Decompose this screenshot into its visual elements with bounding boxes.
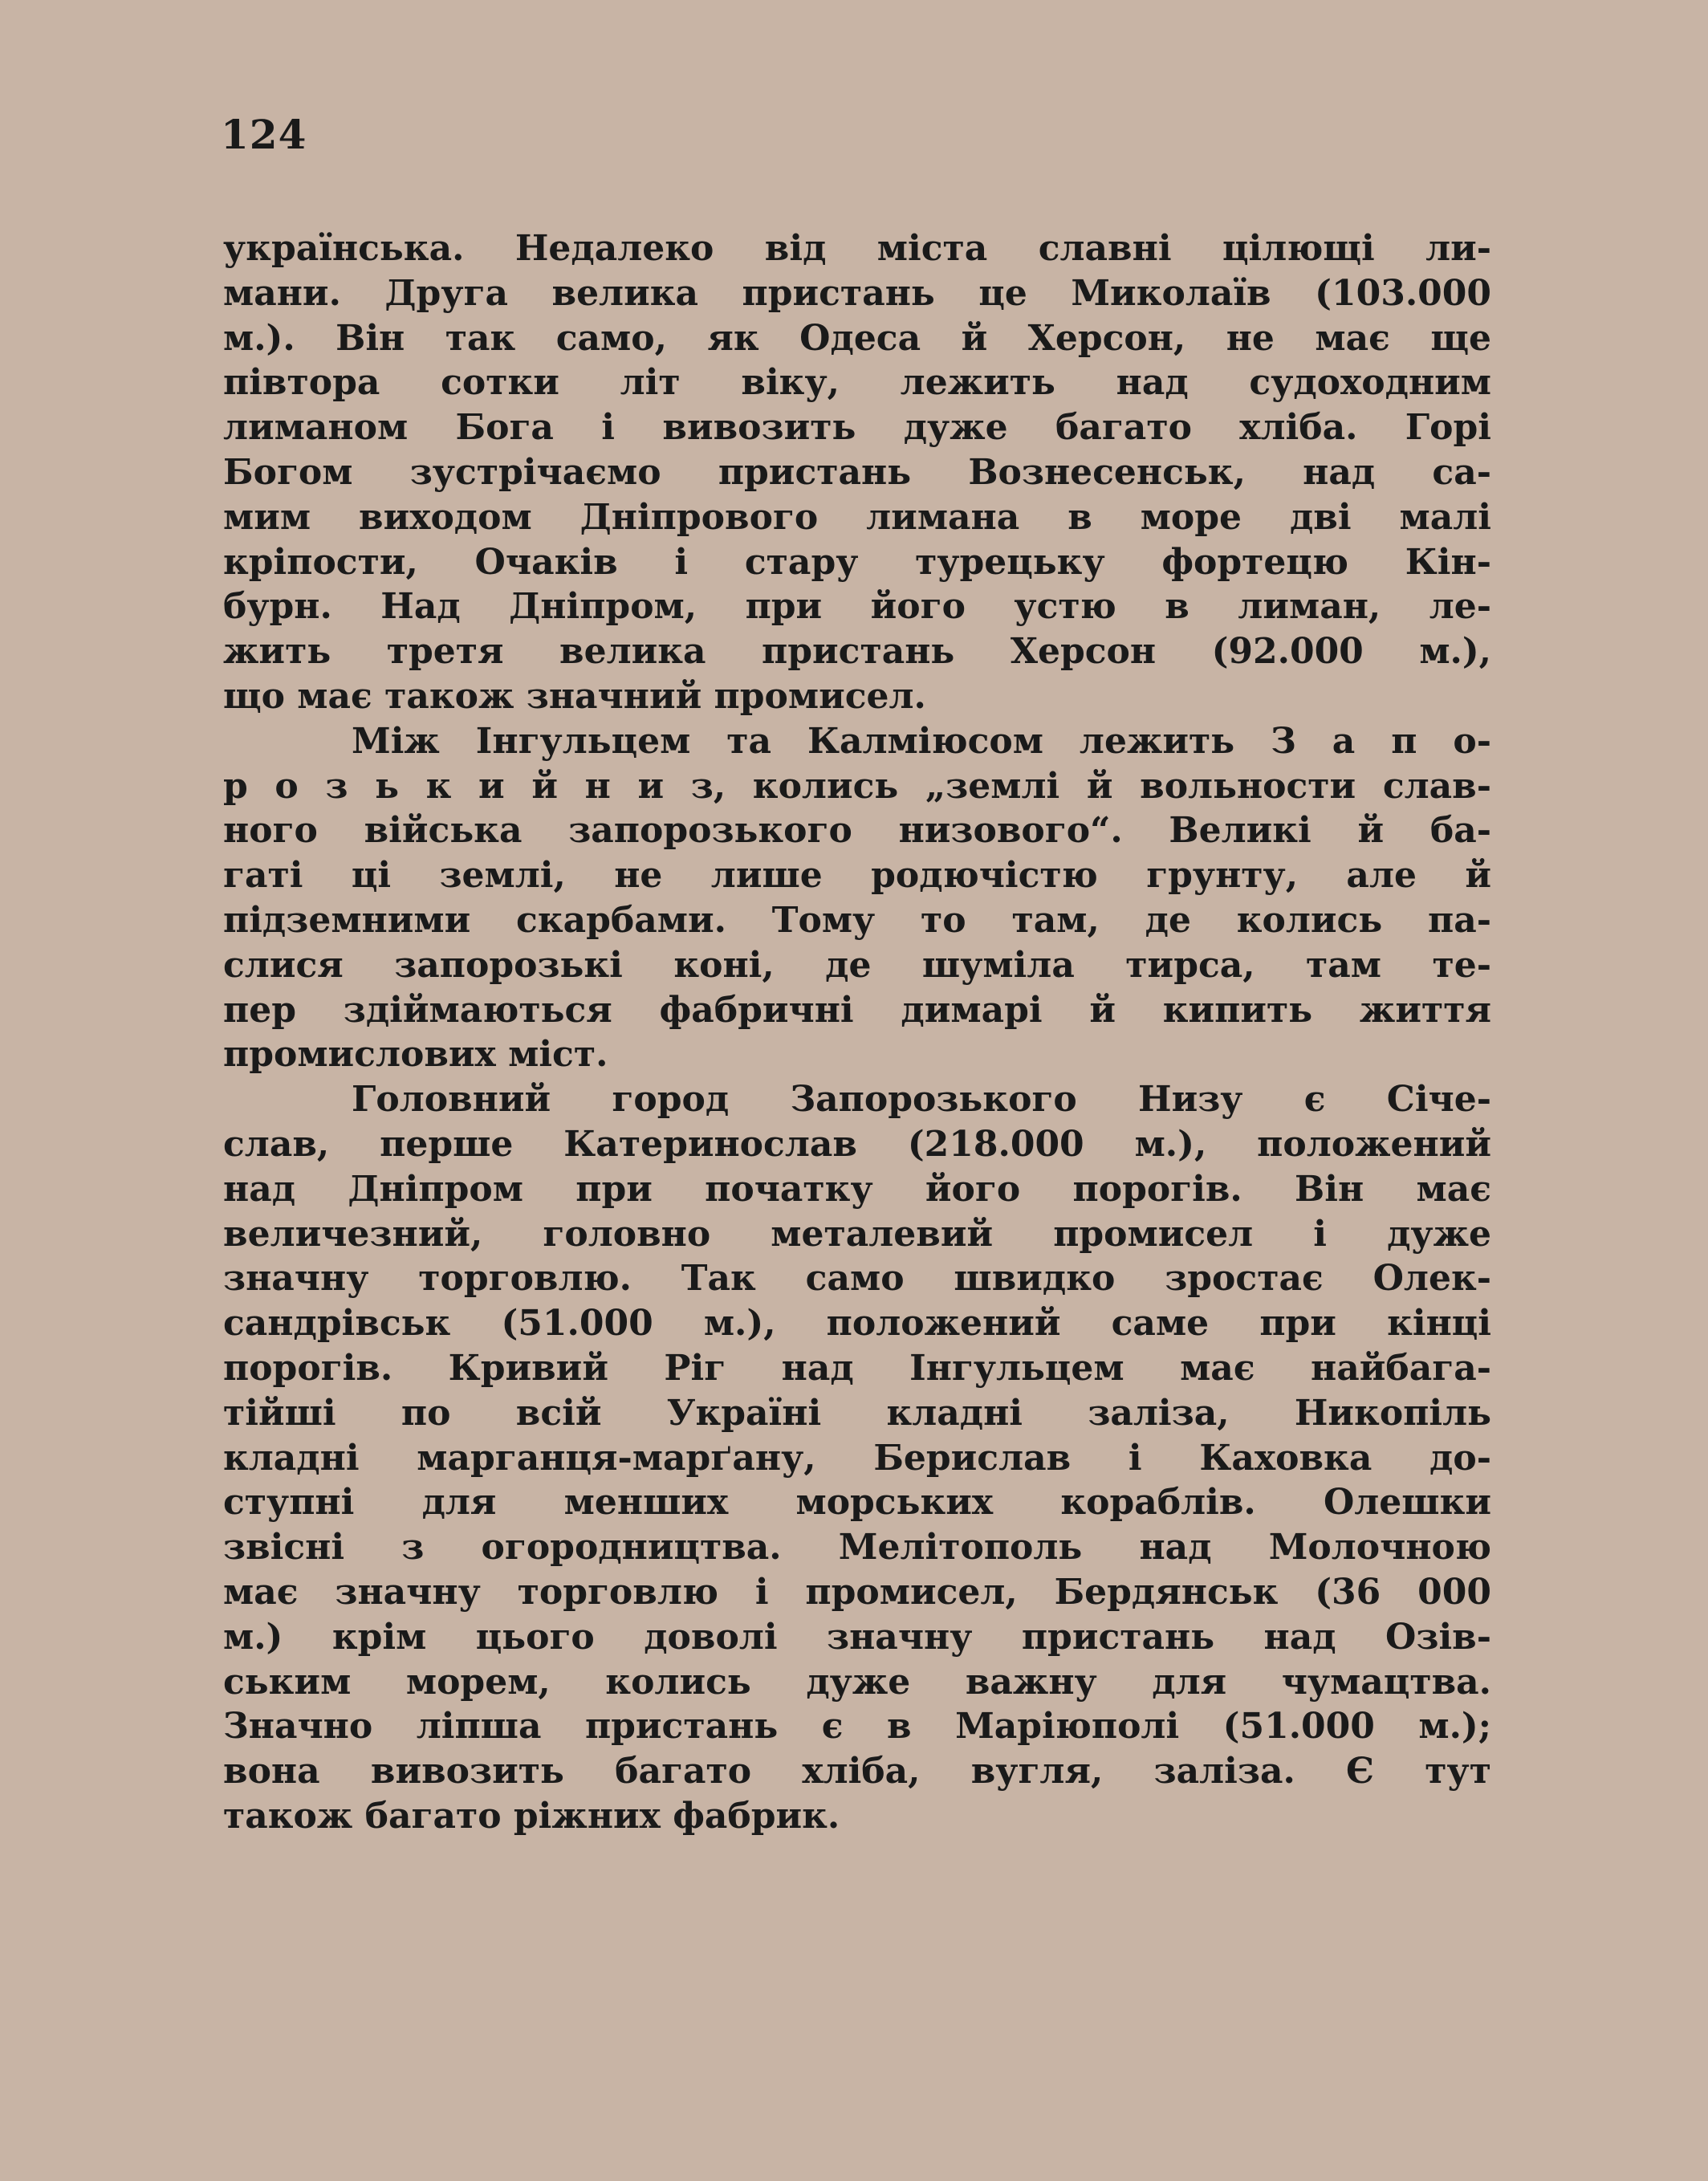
text-line: Значно ліпша пристань є в Маріюполі (51.000 м.); — [223, 1706, 1491, 1748]
text-line: вона вивозить багато хліба, вугля, заліза. Є тут — [223, 1751, 1491, 1792]
text-line: м.) крім цього доволі значну пристань над Озів- — [223, 1616, 1491, 1658]
body-text — [223, 226, 1491, 1839]
text-line: також багато ріжних фабрик. — [223, 1795, 840, 1837]
text-line: ським морем, колись дуже важну для чумацтва. — [223, 1661, 1491, 1703]
text-line: ного війська запорозького низового“. Великі й ба- — [223, 810, 1491, 852]
text-line: промислових міст. — [223, 1034, 608, 1076]
text-line: лиманом Бога і вивозить дуже багато хліба. Горі — [223, 407, 1491, 449]
text-line: Головний город Запорозького Низу є Січе- — [352, 1079, 1491, 1121]
text-line: гаті ці землі, не лише родючістю грунту, але й — [223, 855, 1491, 897]
text-line: жить третя велика пристань Херсон (92.000 м.), — [223, 631, 1491, 673]
text-line: слав, перше Катеринослав (218.000 м.), положений — [223, 1123, 1491, 1165]
page-number: 124 — [221, 111, 307, 158]
text-line: пер здіймаються фабричні димарі й кипить життя — [223, 989, 1491, 1031]
text-line: українська. Недалеко від міста славні цілющі ли- — [223, 228, 1491, 269]
text-line: слися запорозькі коні, де шуміла тирса, там те- — [223, 944, 1491, 986]
text-line: півтора сотки літ віку, лежить над судоходним — [223, 362, 1491, 404]
text-line: Між Інгульцем та Калміюсом лежить З а п о- — [352, 720, 1491, 762]
text-line: порогів. Кривий Ріг над Інгульцем має найбага- — [223, 1347, 1491, 1389]
text-line: над Дніпром при початку його порогів. Він має — [223, 1168, 1491, 1210]
text-line: має значну торговлю і промисел, Бердянськ (36 000 — [223, 1571, 1491, 1613]
text-line: бурн. Над Дніпром, при його устю в лиман, ле- — [223, 586, 1491, 628]
text-line: кріпости, Очаків і стару турецьку фортецю Кін- — [223, 541, 1491, 583]
text-line: підземними скарбами. Тому то там, де колись па- — [223, 899, 1491, 941]
text-line: кладні марганця-марґану, Берислав і Каховка до- — [223, 1437, 1491, 1479]
text-line: величезний, головно металевий промисел і дуже — [223, 1213, 1491, 1255]
text-line: значну торговлю. Так само швидко зростає Олек- — [223, 1258, 1491, 1300]
text-line: р о з ь к и й н и з, колись „землі й вольности слав- — [223, 765, 1491, 807]
text-line: ступні для менших морських кораблів. Олешки — [223, 1482, 1491, 1524]
text-line: тійші по всій Україні кладні заліза, Никопіль — [223, 1392, 1491, 1434]
text-line: мани. Друга велика пристань це Миколаїв (103.000 — [223, 272, 1491, 314]
text-line: сандрівськ (51.000 м.), положений саме при кінці — [223, 1303, 1491, 1345]
text-line: звісні з огородництва. Мелітополь над Молочною — [223, 1527, 1491, 1569]
text-line: що має також значний промисел. — [223, 675, 926, 717]
text-line: мим виходом Дніпрового лимана в море дві малі — [223, 496, 1491, 538]
text-line: Богом зустрічаємо пристань Вознесенськ, над са- — [223, 451, 1491, 493]
text-line: м.). Він так само, як Одеса й Херсон, не має ще — [223, 317, 1491, 359]
